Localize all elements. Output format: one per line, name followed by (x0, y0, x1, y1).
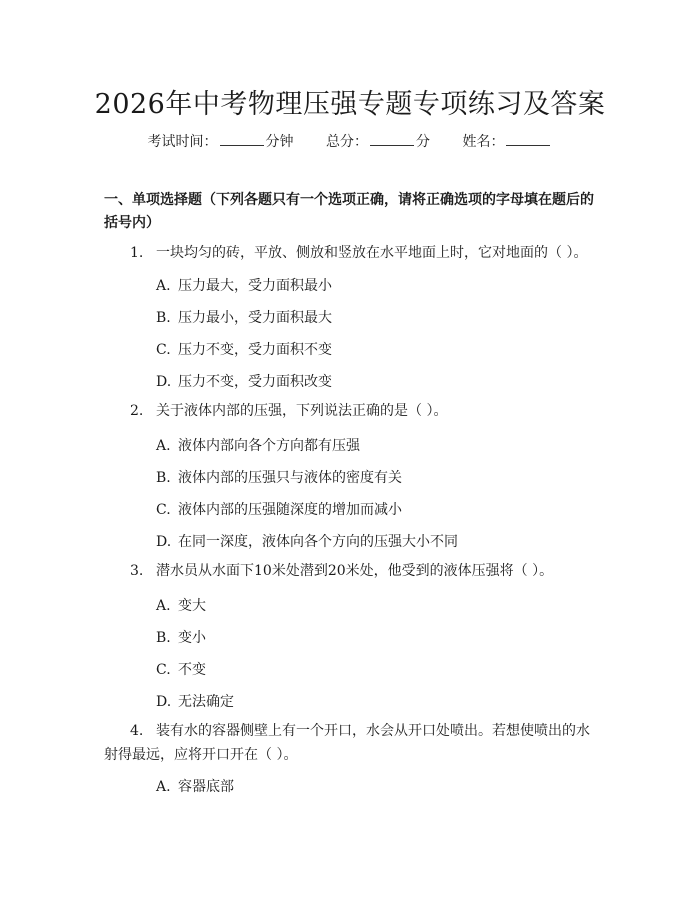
score-field (326, 134, 434, 150)
question-text: 潜水员从水面下10米处潜到20米处，他受到的液体压强将（ ）。 (156, 563, 554, 579)
option-text: 变大 (178, 598, 206, 614)
option-4a (156, 776, 234, 796)
question-text: 装有水的容器侧壁上有一个开口，水会从开口处喷出。若想使喷出的水射得最远，应将开口开在（ ）。 (104, 723, 590, 763)
option-text: 液体内部的压强只与液体的密度有关 (178, 470, 402, 486)
option-text: 液体内部向各个方向都有压强 (178, 438, 360, 454)
score-label: 总分： (326, 134, 368, 150)
option-letter: D. (156, 534, 172, 550)
option-2b (156, 467, 402, 487)
option-letter: C. (156, 342, 171, 358)
option-2d (156, 531, 458, 551)
section-title: 一、单项选择题（下列各题只有一个选项正确，请将正确选项的字母填在题后的括号内） (104, 192, 594, 231)
option-text: 不变 (178, 662, 206, 678)
option-1b (156, 307, 332, 327)
option-letter: A. (156, 598, 171, 614)
question-number: 1. (130, 245, 144, 261)
option-letter: A. (156, 438, 171, 454)
option-text: 容器底部 (178, 779, 234, 795)
name-field (462, 134, 552, 150)
option-letter: B. (156, 630, 171, 646)
option-letter: C. (156, 502, 171, 518)
option-3b (156, 627, 206, 647)
option-1c (156, 339, 332, 359)
option-text: 变小 (178, 630, 206, 646)
name-label: 姓名： (462, 134, 505, 150)
question-text: 一块均匀的砖，平放、侧放和竖放在水平地面上时，它对地面的（ ）。 (156, 245, 588, 261)
option-letter: A. (156, 779, 171, 795)
question-number: 2. (130, 403, 144, 419)
option-letter: D. (156, 694, 172, 710)
option-text: 压力不变，受力面积改变 (178, 374, 332, 390)
option-2c (156, 499, 402, 519)
question-text: 关于液体内部的压强，下列说法正确的是（ ）。 (156, 403, 448, 419)
option-3d (156, 691, 234, 711)
option-letter: B. (156, 310, 171, 326)
option-2a (156, 435, 360, 455)
option-letter: A. (156, 278, 171, 294)
option-1a (156, 275, 332, 295)
option-text: 压力不变，受力面积不变 (178, 342, 332, 358)
option-letter: C. (156, 662, 171, 678)
option-3a (156, 595, 206, 615)
option-1d (156, 371, 332, 391)
question-number: 4. (130, 723, 144, 739)
option-text: 压力最小，受力面积最大 (178, 310, 332, 326)
name-blank (506, 133, 550, 146)
question-3 (104, 559, 599, 583)
score-blank (370, 133, 414, 146)
time-blank (220, 133, 264, 146)
option-text: 液体内部的压强随深度的增加而减小 (178, 502, 402, 518)
exam-meta (0, 131, 700, 151)
time-field (148, 134, 298, 150)
option-text: 压力最大，受力面积最小 (178, 278, 332, 294)
question-2 (104, 399, 599, 423)
option-text: 无法确定 (178, 694, 234, 710)
option-letter: B. (156, 470, 171, 486)
question-1 (104, 241, 599, 265)
time-unit: 分钟 (265, 134, 294, 150)
option-letter: D. (156, 374, 172, 390)
time-label: 考试时间： (147, 134, 218, 150)
score-unit: 分 (416, 134, 430, 150)
option-text: 在同一深度，液体向各个方向的压强大小不同 (178, 534, 458, 550)
question-4 (104, 719, 599, 767)
page-title: 2026年中考物理压强专题专项练习及答案 (94, 89, 606, 120)
question-number: 3. (130, 563, 144, 579)
option-3c (156, 659, 206, 679)
